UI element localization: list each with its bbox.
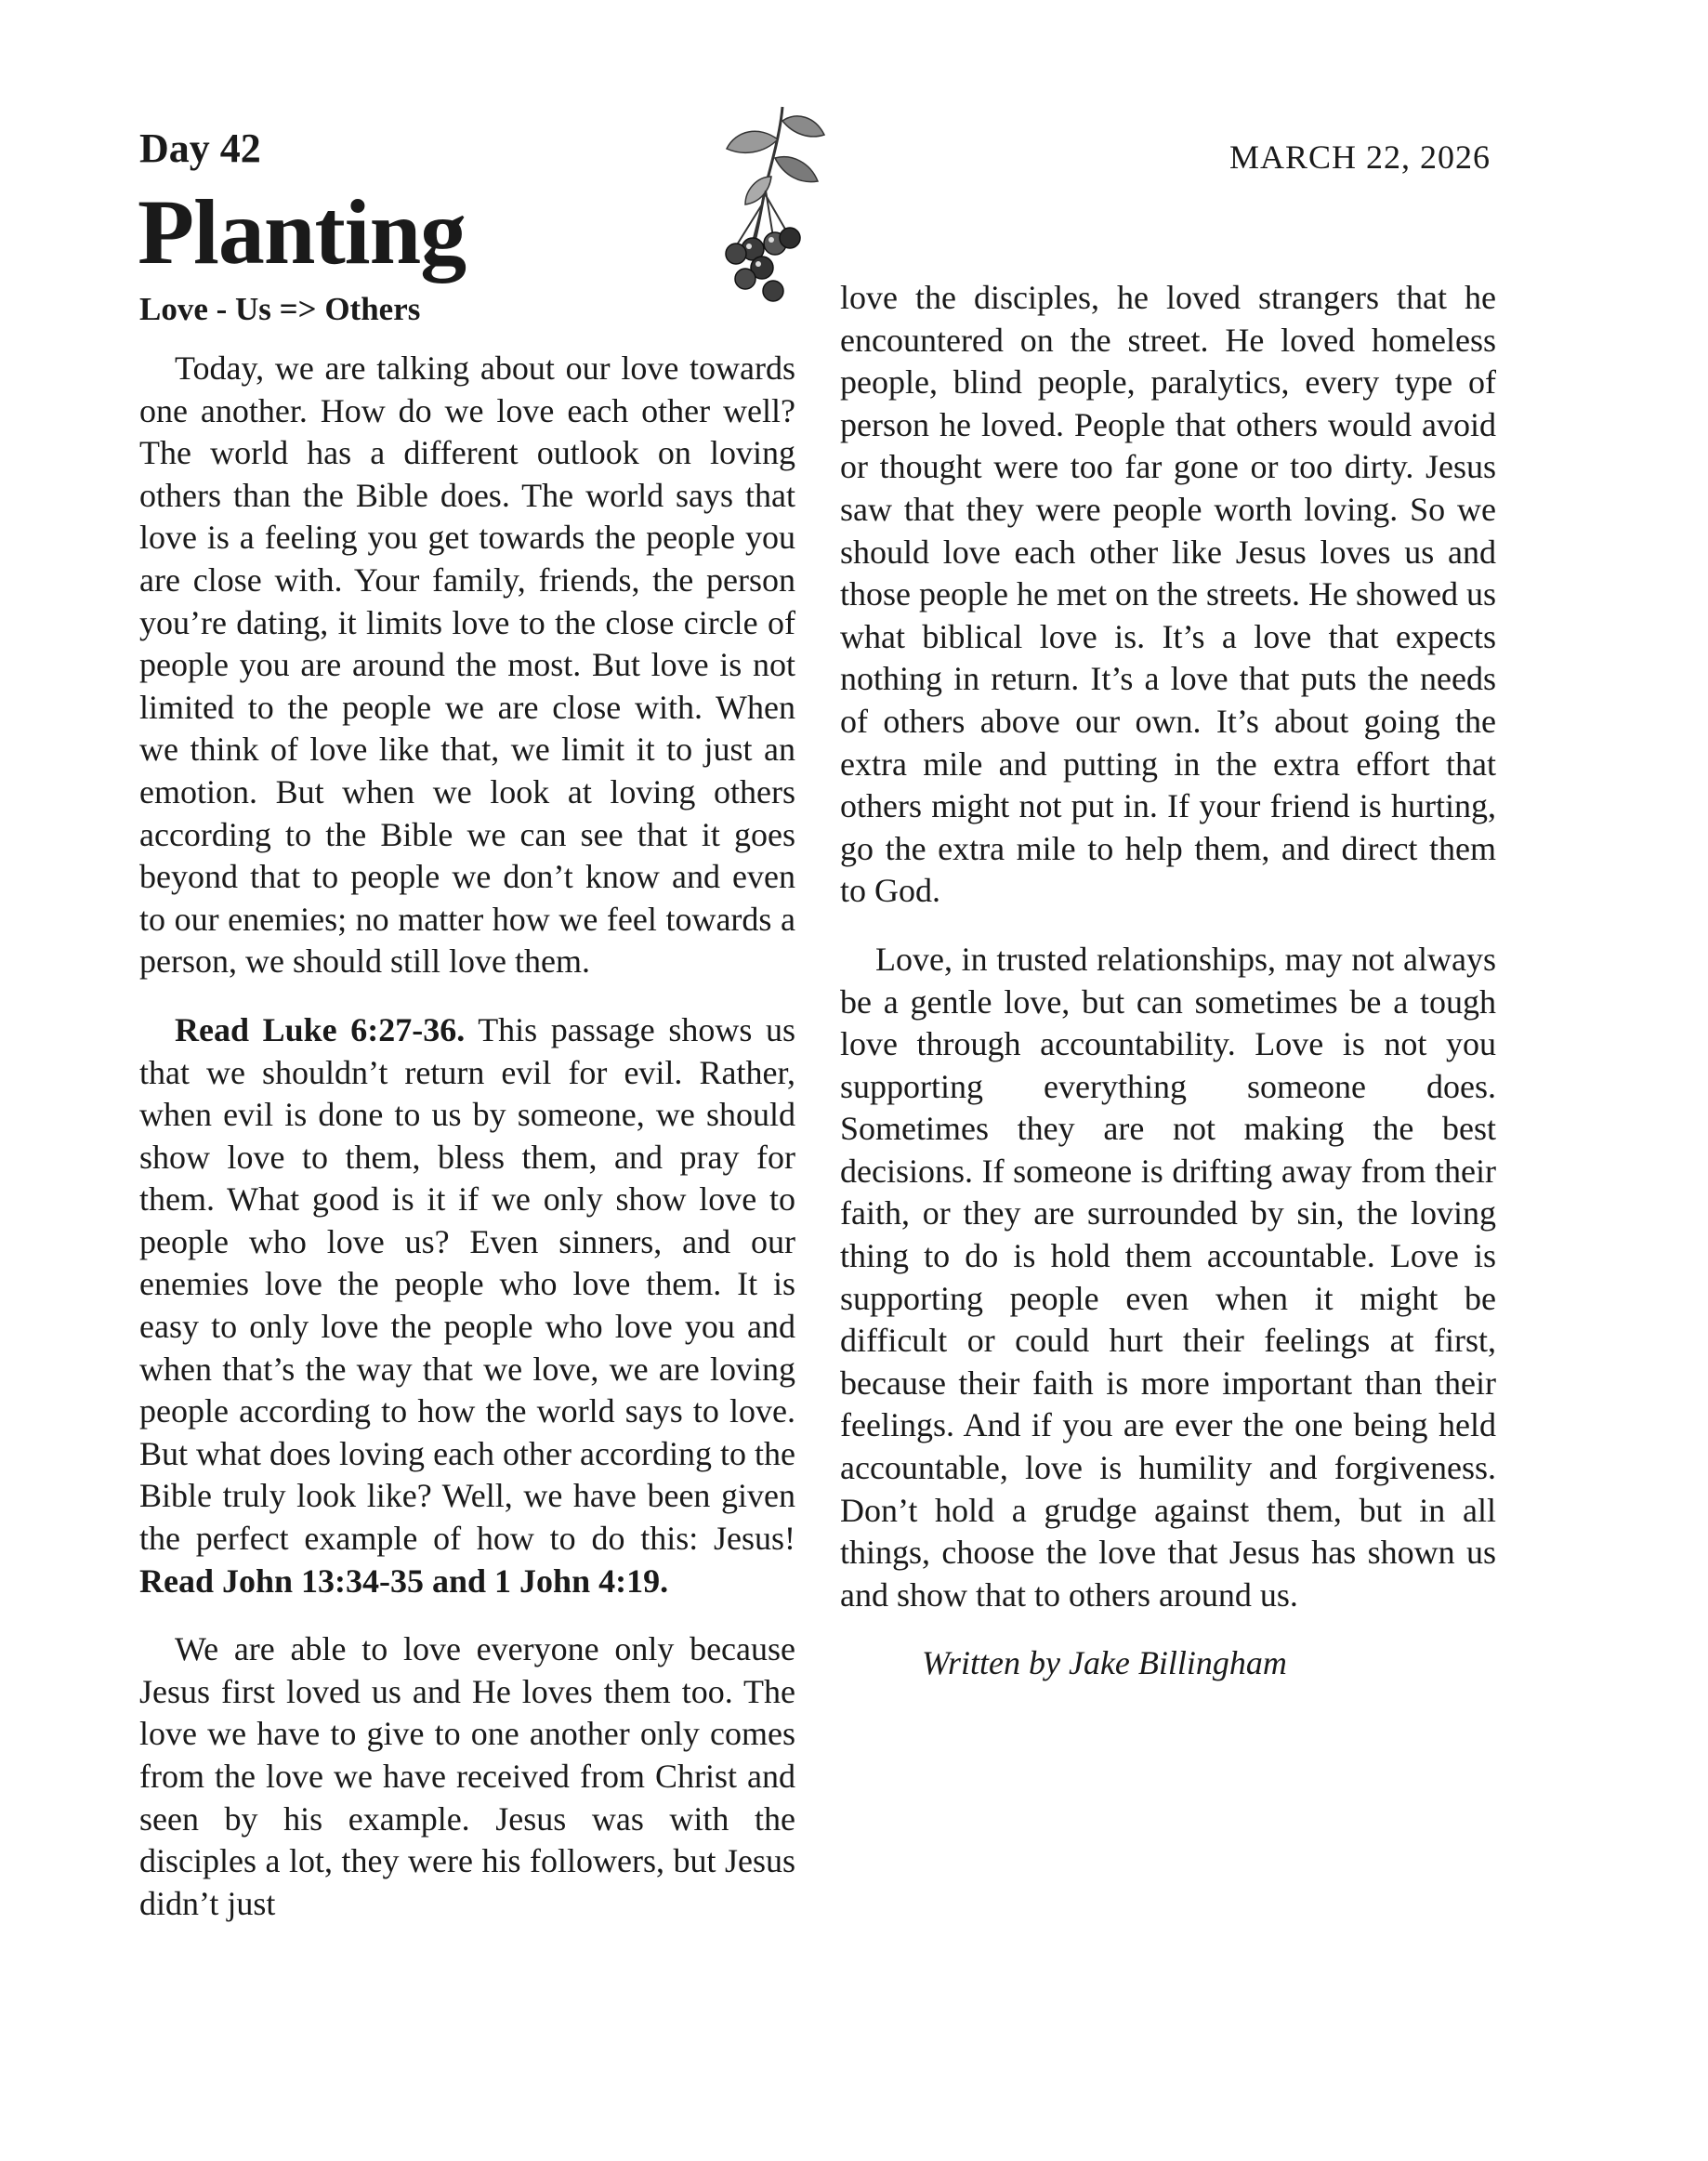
right-column (840, 277, 1496, 1711)
paragraph-jesus-example-continued: love the disciples, he loved strangers that he encountered on the street. He loved homeless people, blind people, paralytics, every type of person he loved. People that others would avoid or thought were too far gone or too dirty. Jesus saw that they were people worth loving. So we should love each other like Jesus loves us and those people he met on the streets. He showed us what biblical love is. It’s a love that expects nothing in return. It’s a love that puts the needs of others above our own. It’s about going the extra mile and putting in the extra effort that others might not put in. If your friend is hurting, go the extra mile to help them, and direct them to God. (840, 279, 1496, 910)
author-signature: Written by Jake Billingham (922, 1644, 1287, 1682)
scripture-reference: Read Luke 6:27-36. (175, 1010, 466, 1048)
paragraph-intro: Today, we are talking about our love towards one another. How do we love each other well? The world has a different outlook on loving others than the Bible does. The world says that love is a feeling you get towards the people you are close with. Your family, friends, the person you’re dating, it limits love to the close circle of people you are around the most. But love is not limited to the people we are close with. When we think of love like that, we limit it to just an emotion. But when we look at loving others according to the Bible we can see that it goes beyond that to people we don’t know and even to our enemies; no matter how we feel towards a person, we should still love them. (139, 349, 795, 981)
paragraph-read-luke (139, 1009, 795, 1602)
scripture-reference: Read John 13:34-35 and 1 John 4:19. (139, 1561, 669, 1600)
left-column (139, 348, 795, 1951)
date-label: MARCH 22, 2026 (1228, 138, 1491, 176)
paragraph-accountability: Love, in trusted relationships, may not always be a gentle love, but can sometimes be a tough love through accountability. Love is not you supporting everything someone does. Sometimes they are not making the best decisions. If someone is drifting away from their faith, or they are surrounded by sin, the loving thing to do is hold them accountable. Love is supporting people even when it might be difficult or could hurt their feelings at first, because their faith is more important than their feelings. And if you are ever the one being held accountable, love is humility and forgiveness. Don’t hold a grudge against them, but in all things, choose the love that Jesus has shown us and show that to others around us. (840, 940, 1496, 1614)
page-title: Planting (138, 180, 466, 283)
cherry-branch-icon (708, 102, 847, 307)
subtitle: Love - Us => Others (139, 291, 421, 327)
paragraph-jesus-example: We are able to love everyone only because Jesus first loved us and He loves them too. The love we have to give to one another only comes from the love we have received from Christ and seen by his example. Jesus was with the disciples a lot, they were his followers, but Jesus didn’t just (139, 1630, 795, 1922)
paragraph-text: This passage shows us that we shouldn’t return evil for evil. Rather, when evil is done to us by someone, we should show love to them, bless them, and pray for them. What good is it if we only show love to people who love us? Even sinners, and our enemies love the people who love them. It is easy to only love the people who love you and when that’s the way that we love, we are loving people according to how the world says to love. But what does loving each other according to the Bible truly look like? Well, we have been given the perfect example of how to do this: Jesus! (139, 1010, 795, 1558)
day-label: Day 42 (139, 125, 261, 171)
